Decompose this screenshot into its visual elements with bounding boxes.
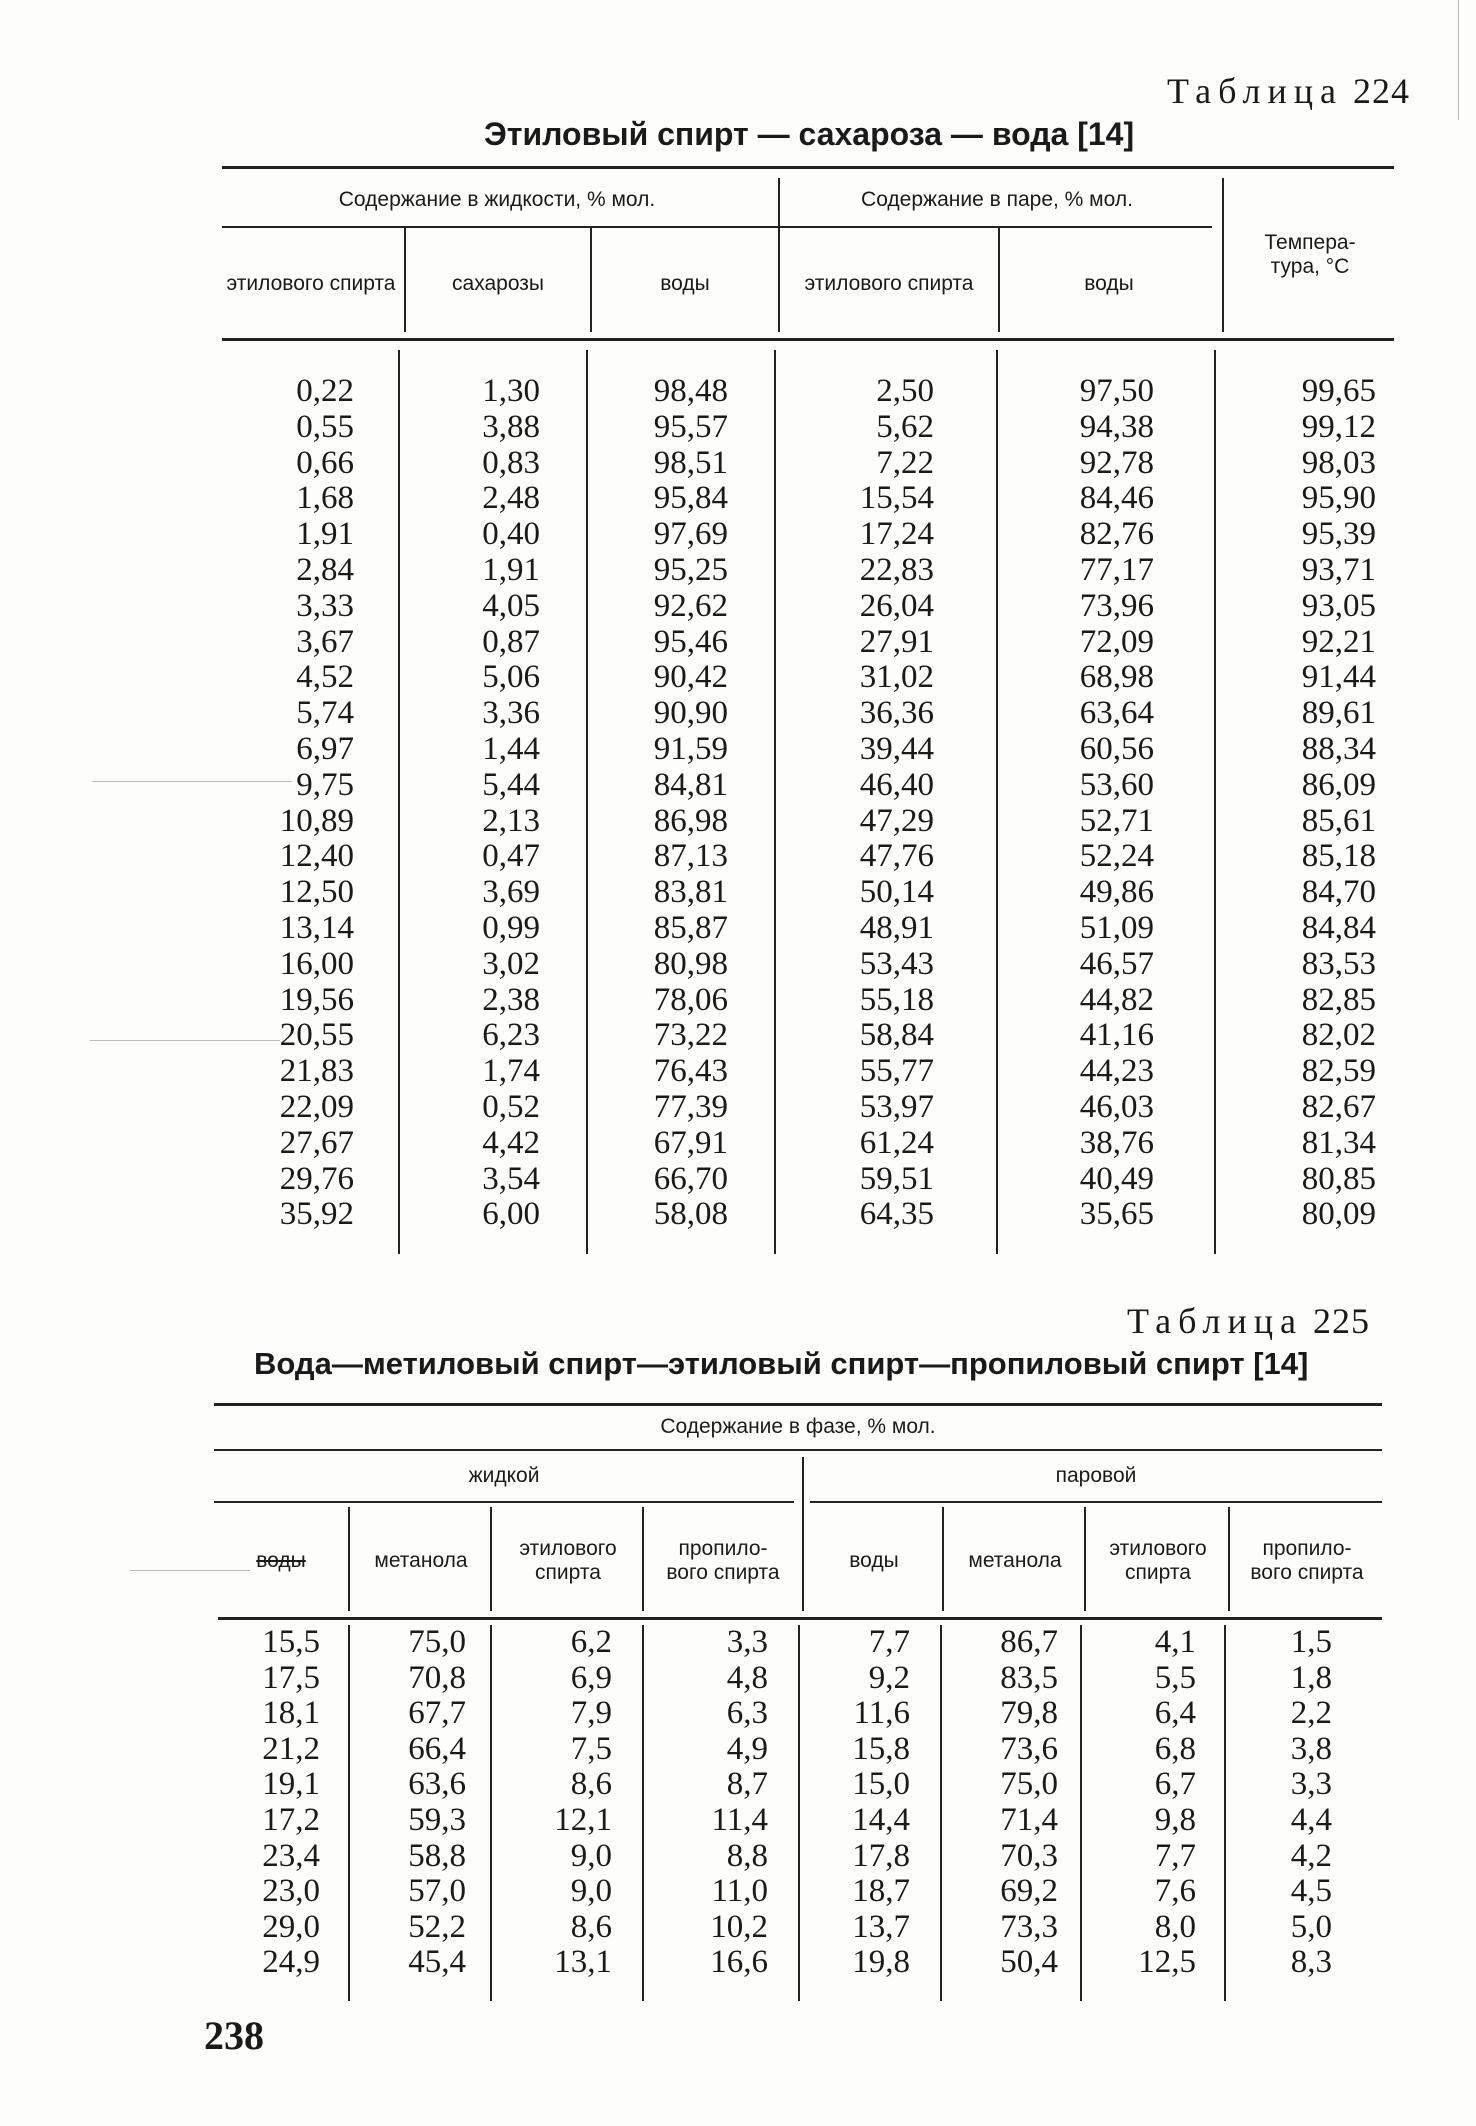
table225-column-6	[1086, 1625, 1196, 1981]
table-225-number: 225	[1313, 1301, 1370, 1341]
table-cell: 10,2	[710, 1908, 768, 1945]
table224-column-0	[222, 374, 354, 1233]
table-cell: 8,6	[570, 1766, 612, 1803]
scan-artifact	[1458, 0, 1459, 120]
table-cell: 95,25	[653, 551, 728, 588]
table-cell: 90,90	[653, 695, 728, 732]
table-cell: 55,18	[859, 981, 934, 1018]
table-cell: 83,5	[1000, 1659, 1058, 1696]
table-cell: 8,0	[1154, 1908, 1196, 1945]
table-cell: 2,48	[482, 480, 540, 517]
scan-artifact	[130, 1570, 250, 1571]
table-cell: 27,67	[279, 1124, 354, 1161]
table-cell: 90,42	[653, 659, 728, 696]
table-cell: 15,0	[852, 1766, 910, 1803]
table-cell: 40,49	[1079, 1160, 1154, 1197]
header-col-propanol-l: пропило- вого спирта	[666, 1537, 780, 1584]
table-cell: 19,8	[852, 1944, 910, 1981]
table224-column-2	[598, 374, 728, 1233]
table-cell: 95,46	[653, 623, 728, 660]
table-cell: 55,77	[859, 1053, 934, 1090]
table-cell: 52,71	[1079, 802, 1154, 839]
table-cell: 0,83	[482, 444, 540, 481]
table-cell: 15,8	[852, 1730, 910, 1767]
table-cell: 27,91	[859, 623, 934, 660]
table-cell: 5,74	[296, 695, 354, 732]
table-cell: 53,43	[859, 945, 934, 982]
table-cell: 9,0	[570, 1873, 612, 1910]
table-224-number: 224	[1353, 71, 1410, 111]
header-group-liquid-phase: жидкой	[468, 1464, 540, 1487]
table-cell: 3,3	[1290, 1766, 1332, 1803]
table-cell: 6,00	[482, 1196, 540, 1233]
table-cell: 76,43	[653, 1053, 728, 1090]
table-cell: 4,8	[726, 1659, 768, 1696]
table225-column-5	[946, 1625, 1058, 1981]
table-cell: 83,53	[1301, 945, 1376, 982]
table-cell: 80,09	[1301, 1196, 1376, 1233]
table224-column-4	[1002, 374, 1154, 1233]
table-cell: 58,84	[859, 1017, 934, 1054]
header-col-temperature: Темпера- тура, °С	[1264, 231, 1356, 278]
table-cell: 80,85	[1301, 1160, 1376, 1197]
table-cell: 9,0	[570, 1837, 612, 1874]
table-cell: 46,40	[859, 766, 934, 803]
table-cell: 82,02	[1301, 1017, 1376, 1054]
table-cell: 2,2	[1290, 1695, 1332, 1732]
table-cell: 95,90	[1301, 480, 1376, 517]
table-225-label-word: Таблица	[1127, 1301, 1303, 1341]
table-cell: 75,0	[408, 1624, 466, 1660]
table-cell: 6,9	[570, 1659, 612, 1696]
table-cell: 1,91	[482, 551, 540, 588]
table-cell: 12,50	[279, 874, 354, 911]
table-cell: 1,5	[1290, 1624, 1332, 1660]
table-cell: 50,14	[859, 874, 934, 911]
table-cell: 17,8	[852, 1837, 910, 1874]
table-cell: 5,62	[876, 408, 934, 445]
table-cell: 19,56	[279, 981, 354, 1018]
table-cell: 84,81	[653, 766, 728, 803]
table-cell: 19,1	[262, 1766, 320, 1803]
table-cell: 12,40	[279, 838, 354, 875]
table-cell: 6,4	[1154, 1695, 1196, 1732]
table-cell: 92,62	[653, 587, 728, 624]
table225-column-2	[496, 1625, 612, 1981]
table-cell: 10,89	[279, 802, 354, 839]
table-cell: 5,0	[1290, 1908, 1332, 1945]
table-cell: 53,97	[859, 1088, 934, 1125]
table-cell: 85,61	[1301, 802, 1376, 839]
table-cell: 21,83	[279, 1053, 354, 1090]
table-cell: 9,75	[296, 766, 354, 803]
table-cell: 82,67	[1301, 1088, 1376, 1125]
table-cell: 11,6	[853, 1695, 910, 1732]
table-cell: 3,36	[482, 695, 540, 732]
table-cell: 46,03	[1079, 1088, 1154, 1125]
table-cell: 36,36	[859, 695, 934, 732]
table-cell: 2,50	[876, 373, 934, 409]
table-cell: 79,8	[1000, 1695, 1058, 1732]
table-cell: 71,4	[1000, 1801, 1058, 1838]
table-cell: 3,54	[482, 1160, 540, 1197]
table-cell: 13,14	[279, 909, 354, 946]
table-cell: 95,57	[653, 408, 728, 445]
table-cell: 7,5	[570, 1730, 612, 1767]
table225-column-0	[214, 1625, 320, 1981]
table-cell: 44,82	[1079, 981, 1154, 1018]
table-cell: 86,09	[1301, 766, 1376, 803]
table-cell: 16,6	[710, 1944, 768, 1981]
table-cell: 16,00	[279, 945, 354, 982]
header-group-vapor-phase: паровой	[1055, 1464, 1137, 1487]
header-group-liquid: Содержание в жидкости, % мол.	[338, 188, 656, 211]
table-cell: 82,76	[1079, 516, 1154, 553]
table-cell: 4,5	[1290, 1873, 1332, 1910]
table-cell: 6,3	[726, 1695, 768, 1732]
table-cell: 85,18	[1301, 838, 1376, 875]
table-cell: 51,09	[1079, 909, 1154, 946]
table224-column-1	[412, 374, 540, 1233]
table-cell: 77,17	[1079, 551, 1154, 588]
table-cell: 5,44	[482, 766, 540, 803]
page-number: 238	[204, 2013, 264, 2058]
table-cell: 17,2	[262, 1801, 320, 1838]
table-cell: 69,2	[1000, 1873, 1058, 1910]
table-cell: 70,8	[408, 1659, 466, 1696]
table-cell: 14,4	[852, 1801, 910, 1838]
table-cell: 4,1	[1154, 1624, 1196, 1660]
table-cell: 0,55	[296, 408, 354, 445]
header-col-water-liquid: воды	[660, 272, 710, 295]
table-cell: 84,46	[1079, 480, 1154, 517]
table-cell: 44,23	[1079, 1053, 1154, 1090]
header-col-sucrose: сахарозы	[452, 272, 544, 295]
table-cell: 6,2	[570, 1624, 612, 1660]
table-cell: 3,3	[726, 1624, 768, 1660]
table-cell: 8,8	[726, 1837, 768, 1874]
table-cell: 22,09	[279, 1088, 354, 1125]
table-cell: 2,84	[296, 551, 354, 588]
table-cell: 61,24	[859, 1124, 934, 1161]
table-224	[222, 166, 1394, 1256]
header-col-ethanol-l: этилового спирта	[519, 1537, 617, 1584]
table-cell: 23,4	[262, 1837, 320, 1874]
table-cell: 18,1	[262, 1695, 320, 1732]
header-col-methanol-l: метанола	[374, 1549, 468, 1572]
table-cell: 2,13	[482, 802, 540, 839]
table-cell: 75,0	[1000, 1766, 1058, 1803]
table-cell: 88,34	[1301, 730, 1376, 767]
table-cell: 66,70	[653, 1160, 728, 1197]
table-cell: 80,98	[653, 945, 728, 982]
table-cell: 4,4	[1290, 1801, 1332, 1838]
table-cell: 17,5	[262, 1659, 320, 1696]
table-cell: 39,44	[859, 730, 934, 767]
table-cell: 84,70	[1301, 874, 1376, 911]
table-cell: 17,24	[859, 516, 934, 553]
table-cell: 29,76	[279, 1160, 354, 1197]
table-cell: 0,66	[296, 444, 354, 481]
table-cell: 3,69	[482, 874, 540, 911]
table-cell: 58,8	[408, 1837, 466, 1874]
table-cell: 1,74	[482, 1053, 540, 1090]
table-cell: 31,02	[859, 659, 934, 696]
table-cell: 73,6	[1000, 1730, 1058, 1767]
table-cell: 49,86	[1079, 874, 1154, 911]
table-cell: 93,05	[1301, 587, 1376, 624]
table-cell: 29,0	[262, 1908, 320, 1945]
table-cell: 15,5	[262, 1624, 320, 1660]
table-225	[214, 1403, 1382, 2003]
table-224-label-word: Таблица	[1167, 71, 1343, 111]
table-cell: 63,6	[408, 1766, 466, 1803]
table-cell: 18,7	[852, 1873, 910, 1910]
table-cell: 0,87	[482, 623, 540, 660]
table-cell: 13,1	[554, 1944, 612, 1981]
table-cell: 8,7	[726, 1766, 768, 1803]
table-224-label	[1080, 70, 1410, 112]
header-col-water-vapor: воды	[1084, 272, 1134, 295]
table-cell: 9,2	[868, 1659, 910, 1696]
table-cell: 82,85	[1301, 981, 1376, 1018]
table-cell: 4,2	[1290, 1837, 1332, 1874]
table-cell: 68,98	[1079, 659, 1154, 696]
table-cell: 66,4	[408, 1730, 466, 1767]
header-col-water-l: воды	[256, 1549, 306, 1572]
table-cell: 47,29	[859, 802, 934, 839]
table-cell: 98,48	[653, 373, 728, 409]
table-cell: 59,51	[859, 1160, 934, 1197]
table-cell: 4,05	[482, 587, 540, 624]
header-col-ethanol-liquid: этилового спирта	[226, 272, 396, 295]
table-cell: 77,39	[653, 1088, 728, 1125]
table-cell: 8,6	[570, 1908, 612, 1945]
table-cell: 95,39	[1301, 516, 1376, 553]
table-cell: 95,84	[653, 480, 728, 517]
table-cell: 60,56	[1079, 730, 1154, 767]
table-cell: 89,61	[1301, 695, 1376, 732]
table225-column-7	[1230, 1625, 1332, 1981]
table-cell: 99,65	[1301, 373, 1376, 409]
scan-artifact	[92, 781, 292, 782]
table-cell: 12,5	[1138, 1944, 1196, 1981]
table-cell: 9,8	[1154, 1801, 1196, 1838]
table-cell: 57,0	[408, 1873, 466, 1910]
table-cell: 53,60	[1079, 766, 1154, 803]
table-cell: 99,12	[1301, 408, 1376, 445]
table-cell: 7,6	[1154, 1873, 1196, 1910]
table-cell: 70,3	[1000, 1837, 1058, 1874]
table-cell: 94,38	[1079, 408, 1154, 445]
table-cell: 0,99	[482, 909, 540, 946]
table224-column-5	[1222, 374, 1376, 1233]
table-cell: 59,3	[408, 1801, 466, 1838]
table-cell: 1,68	[296, 480, 354, 517]
table-cell: 23,0	[262, 1873, 320, 1910]
table-cell: 6,7	[1154, 1766, 1196, 1803]
table-cell: 73,96	[1079, 587, 1154, 624]
table-cell: 24,9	[262, 1944, 320, 1981]
table-cell: 0,52	[482, 1088, 540, 1125]
table-cell: 7,9	[570, 1695, 612, 1732]
table-cell: 3,67	[296, 623, 354, 660]
table-cell: 4,9	[726, 1730, 768, 1767]
table-cell: 98,03	[1301, 444, 1376, 481]
table-cell: 64,35	[859, 1196, 934, 1233]
table-cell: 50,4	[1000, 1944, 1058, 1981]
table-cell: 20,55	[279, 1017, 354, 1054]
table-cell: 2,38	[482, 981, 540, 1018]
table-224-title: Этиловый спирт — сахароза — вода [14]	[484, 116, 1135, 152]
table-cell: 67,7	[408, 1695, 466, 1732]
scan-artifact	[90, 1040, 280, 1041]
table-cell: 21,2	[262, 1730, 320, 1767]
table-cell: 45,4	[408, 1944, 466, 1981]
table-cell: 52,2	[408, 1908, 466, 1945]
table-cell: 48,91	[859, 909, 934, 946]
table-cell: 46,57	[1079, 945, 1154, 982]
table-cell: 67,91	[653, 1124, 728, 1161]
table-cell: 84,84	[1301, 909, 1376, 946]
table225-column-4	[804, 1625, 910, 1981]
table-cell: 92,21	[1301, 623, 1376, 660]
table-cell: 92,78	[1079, 444, 1154, 481]
table-cell: 86,98	[653, 802, 728, 839]
table-cell: 7,22	[876, 444, 934, 481]
table-cell: 13,7	[852, 1908, 910, 1945]
table-cell: 87,13	[653, 838, 728, 875]
table-cell: 4,42	[482, 1124, 540, 1161]
header-col-water-v: воды	[849, 1549, 899, 1572]
header-col-methanol-v: метанола	[968, 1549, 1062, 1572]
table-cell: 86,7	[1000, 1624, 1058, 1660]
table-cell: 12,1	[554, 1801, 612, 1838]
table-cell: 1,44	[482, 730, 540, 767]
header-group-vapor: Содержание в паре, % мол.	[861, 188, 1133, 211]
table-cell: 81,34	[1301, 1124, 1376, 1161]
table-cell: 7,7	[868, 1624, 910, 1660]
table-cell: 91,44	[1301, 659, 1376, 696]
table-cell: 4,52	[296, 659, 354, 696]
table-cell: 97,50	[1079, 373, 1154, 409]
table-cell: 38,76	[1079, 1124, 1154, 1161]
header-col-ethanol-v: этилового спирта	[1109, 1537, 1207, 1584]
table-cell: 85,87	[653, 909, 728, 946]
table-cell: 97,69	[653, 516, 728, 553]
table-cell: 98,51	[653, 444, 728, 481]
table-cell: 22,83	[859, 551, 934, 588]
table-cell: 0,22	[296, 373, 354, 409]
table225-column-1	[354, 1625, 466, 1981]
table-cell: 26,04	[859, 587, 934, 624]
table-cell: 83,81	[653, 874, 728, 911]
table-cell: 73,22	[653, 1017, 728, 1054]
table-cell: 11,4	[711, 1801, 768, 1838]
table-cell: 47,76	[859, 838, 934, 875]
table-cell: 5,06	[482, 659, 540, 696]
table-cell: 6,8	[1154, 1730, 1196, 1767]
table-cell: 6,23	[482, 1017, 540, 1054]
header-col-propanol-v: пропило- вого спирта	[1250, 1537, 1364, 1584]
table-cell: 0,47	[482, 838, 540, 875]
table-cell: 8,3	[1290, 1944, 1332, 1981]
table-cell: 73,3	[1000, 1908, 1058, 1945]
table-225-title: Вода—метиловый спирт—этиловый спирт—пропиловый спирт [14]	[254, 1346, 1309, 1381]
table-225-label	[1040, 1300, 1370, 1342]
table-cell: 58,08	[653, 1196, 728, 1233]
table-cell: 91,59	[653, 730, 728, 767]
table-cell: 11,0	[711, 1873, 768, 1910]
table-cell: 3,88	[482, 408, 540, 445]
header-col-ethanol-vapor: этилового спирта	[804, 272, 974, 295]
table-cell: 3,33	[296, 587, 354, 624]
table-cell: 35,65	[1079, 1196, 1154, 1233]
table224-column-3	[782, 374, 934, 1233]
table-cell: 6,97	[296, 730, 354, 767]
table-cell: 1,8	[1290, 1659, 1332, 1696]
table-cell: 78,06	[653, 981, 728, 1018]
table-cell: 52,24	[1079, 838, 1154, 875]
table-cell: 1,30	[482, 373, 540, 409]
table-cell: 41,16	[1079, 1017, 1154, 1054]
table-cell: 72,09	[1079, 623, 1154, 660]
table-cell: 3,02	[482, 945, 540, 982]
table-cell: 63,64	[1079, 695, 1154, 732]
table-cell: 82,59	[1301, 1053, 1376, 1090]
table-cell: 3,8	[1290, 1730, 1332, 1767]
table-cell: 35,92	[279, 1196, 354, 1233]
table-cell: 93,71	[1301, 551, 1376, 588]
table225-column-3	[648, 1625, 768, 1981]
table-cell: 0,40	[482, 516, 540, 553]
table-cell: 15,54	[859, 480, 934, 517]
table-cell: 7,7	[1154, 1837, 1196, 1874]
table-cell: 5,5	[1154, 1659, 1196, 1696]
header-group-phase: Содержание в фазе, % мол.	[660, 1415, 936, 1438]
table-cell: 1,91	[296, 516, 354, 553]
